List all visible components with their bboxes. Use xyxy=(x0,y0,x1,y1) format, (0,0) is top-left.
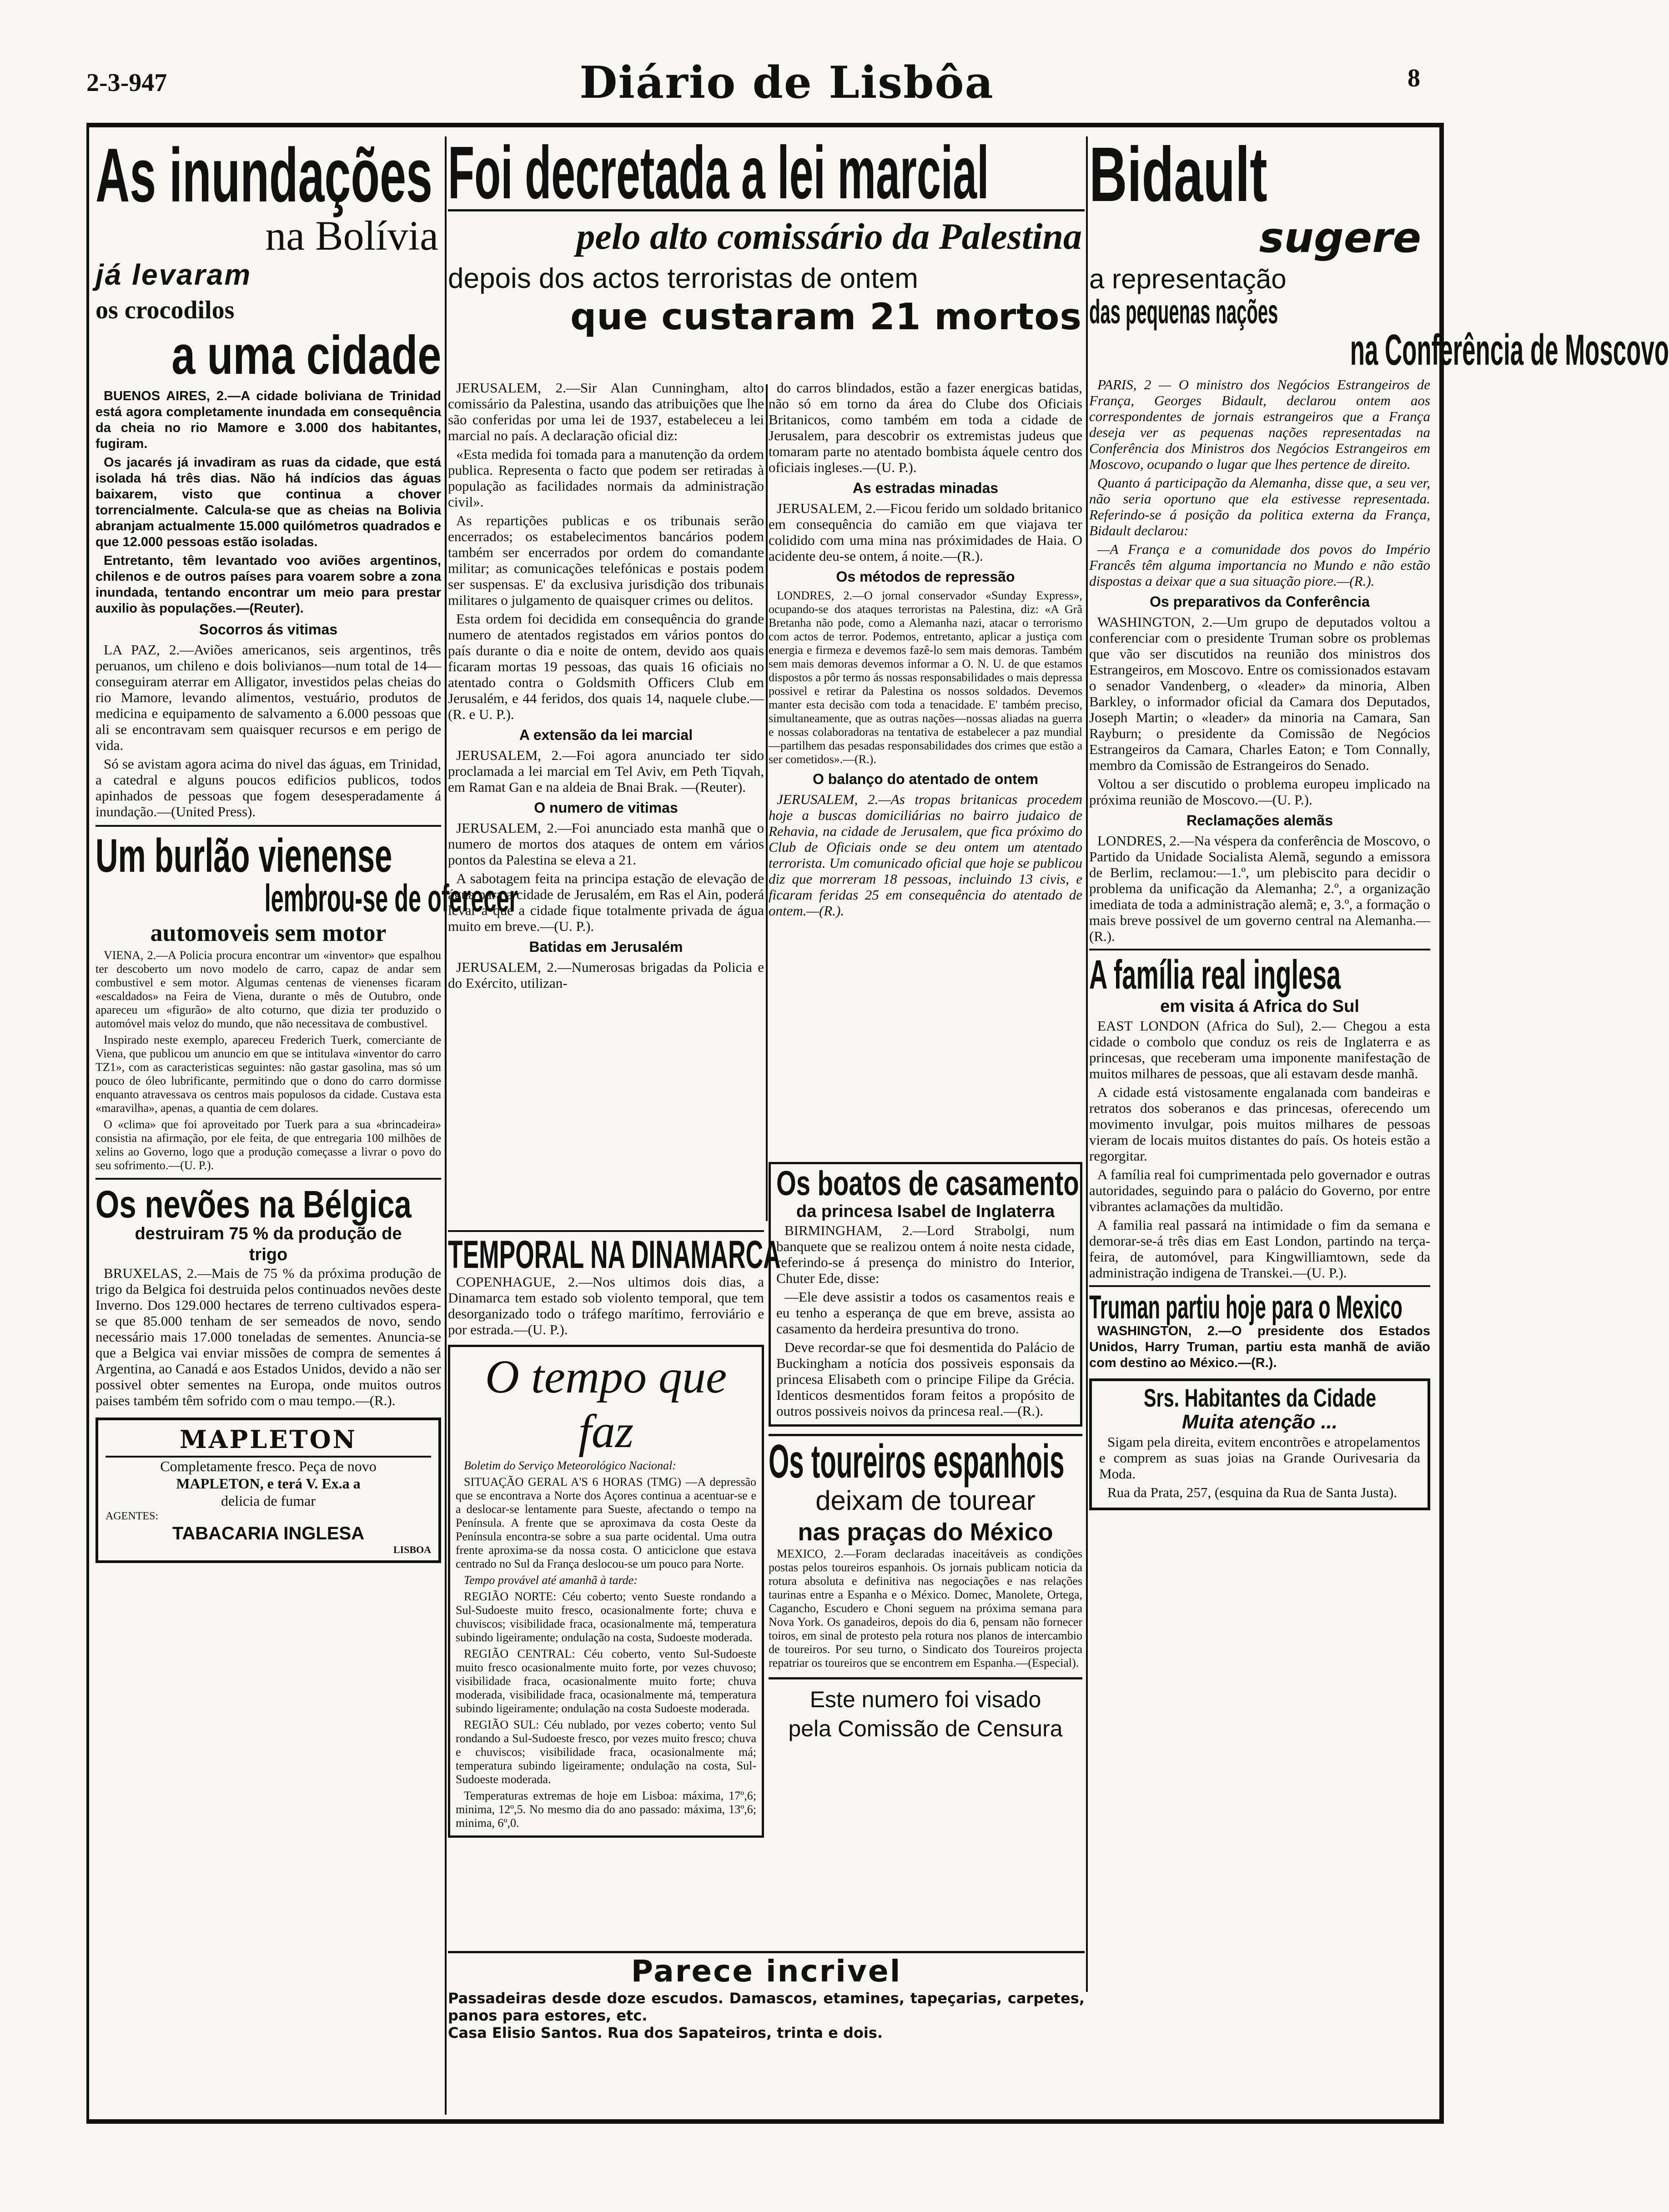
censura-line: Este numero foi visado xyxy=(809,1687,1041,1712)
bolivia-para: BUENOS AIRES, 2.—A cidade boliviana de Trinidad está agora completamente inundada em consequência da cheia no rio Mamore e 3.000 dos habitantes, fugiram. xyxy=(96,389,441,451)
bidault-headline-5: na Conferência de Moscovo xyxy=(1350,326,1669,374)
boatos-para: —Ele deve assistir a todos os casamentos reais e eu tenho a esperança de que em breve, assista ao casamento da herdeira presuntiva do trono. xyxy=(776,1289,1075,1337)
col-2a-lower xyxy=(448,1230,781,1949)
palestina-para: A sabotagem feita na principa estação de elevação de água para a cidade de Jerusalém, em Ras el Ain, poderá levar a que a cidade fique totalmente privada de água muito em breve.—(U. P.). xyxy=(448,870,764,934)
bidault-article xyxy=(1089,131,1669,944)
tempo-para: REGIÃO NORTE: Céu coberto; vento Sueste rondando a Sul-Sudoeste muito fresco, ocasionalmente forte; chuva e chuviscos; visibilidade fraca, ocasionalmente má, temperatura subindo ligeiramente; ondulação na costa, Sudoeste moderada. xyxy=(456,1590,756,1644)
boatos-headline: Os boatos de casamento xyxy=(776,1164,1079,1203)
section-rule xyxy=(1089,949,1430,950)
censura-notice xyxy=(769,1677,1082,1743)
bidault-headline-4: das pequenas nações xyxy=(1089,293,1278,331)
bidault-para: LONDRES, 2.—Na véspera da conferência de Moscovo, o Partido da Unidade Socialista Alemã, segundo a emissora de Berlim, reclamou:—1.º, um plebiscito para decidir o problema da unificação da Alemanha; 2.º, a organização imediata de toda a administração alemã; e, 3.º, a formação o mais breve possivel de um governo central na Alemanha.—(R.). xyxy=(1089,833,1430,944)
toureiros-article xyxy=(769,1434,1082,1670)
burlao-para: O «clima» que foi aproveitado por Tuerk para a sua «brincadeira» consistia na afirmação, por ele feita, de que entregaria 100 milhões de xelins ao Governo, logo que a produção começasse a livrar o povo do seu sofrimento.—(U. P.). xyxy=(96,1118,441,1172)
tempo-box xyxy=(448,1345,764,1838)
mapleton-agents: AGENTES: xyxy=(106,1510,158,1522)
palestina-subheading: As estradas minadas xyxy=(852,480,999,496)
belgica-para: BRUXELAS, 2.—Mais de 75 % da próxima produção de trigo da Belgica foi destruida pelos continuados nevões deste Inverno. Dos 129.000 hectares de terreno cultivados espera-se que 85.000 tenham de ser semeados de novo, sendo necessário mais 17.000 toneladas de sementes. Anuncia-se que a Belgica vai enviar missões de compra de sementes á Argentina, ao Canadá e aos Estados Unidos, devido a não ser possivel obter sementes na Europa, onde muitos outros paises também têm sofrido com o mau tempo.—(R.). xyxy=(96,1265,441,1408)
bolivia-para: Entretanto, têm levantado voo aviões argentinos, chilenos e de outros países para voarem sobre a zona inundada, tentando encontrar um meio para prestar auxilio às populações.—(Reuter). xyxy=(96,553,441,616)
palestina-subheading: O balanço do atentado de ontem xyxy=(812,771,1039,787)
column-right xyxy=(1089,131,1669,2115)
mapleton-line: delicia de fumar xyxy=(221,1493,316,1509)
bidault-subheading: Reclamações alemãs xyxy=(1186,812,1333,829)
mapleton-agent-name: TABACARIA INGLESA xyxy=(172,1523,365,1543)
palestina-header xyxy=(448,131,1085,384)
burlao-headline: Um burlão vienense xyxy=(96,830,392,882)
familia-para: A família real foi cumprimentada pelo governador e outras autoridades, seguindo para o palácio do Governo, por entre vibrantes aclamações da multidão. xyxy=(1089,1166,1430,1214)
habitantes-headline: Srs. Habitantes da Cidade xyxy=(1143,1383,1376,1412)
bolivia-headline-5: a uma cidade xyxy=(171,325,442,386)
bidault-para: Quanto á participação da Alemanha, disse que, a seu ver, não seria oportuno que ela estivesse representada. Referindo-se á posição da politica externa da França, Bidault declarou: xyxy=(1089,475,1430,538)
bolivia-para: LA PAZ, 2.—Aviões americanos, seis argentinos, três peruanos, um chileno e dois bolivianos—num total de 14—conseguiram aterrar em Alligator, investidos pelas cheias do rio Mamore, levando alimentos, vestuário, produtos de medicina e equipamento de salvamento a 6.000 pessoas que ali se encontravam sem quaisquer recursos e em perigo de vida. xyxy=(96,642,441,753)
tempo-para: Tempo provável até amanhã à tarde: xyxy=(464,1574,638,1587)
section-rule xyxy=(1089,1285,1430,1287)
palestina-headline-3: depois dos actos terroristas de ontem xyxy=(448,263,918,294)
bidault-headline: Bidault xyxy=(1089,131,1267,218)
bolivia-para: Só se avistam agora acima do nivel das águas, em Trinidad, a catedral e alguns poucos edificios publicos, todos apinhados de pessoas que fogem desesperadamente á inundação.—(United Press). xyxy=(96,756,441,819)
parece-headline: Parece incrivel xyxy=(631,1954,902,1989)
palestina-col-b xyxy=(769,380,1082,1153)
bidault-para: WASHINGTON, 2.—Um grupo de deputados voltou a conferenciar com o presidente Truman sobre os problemas que vão ser discutidos na reunião dos ministros dos Estrangeiros, em Moscovo. Entre os comissionados estavam o senador Vandenberg, o «leader» da minoria, Alben Barkley, o informador oficial da Camara dos Deputados, Joseph Martin; o «leader» da minoria na Camara, San Rayburn; o presidente da Comissão de Negócios Estrangeiros da Camara, Charles Eaton; e Tom Connally, membro da Comissão de Estrangeiros do Senado. xyxy=(1089,614,1430,773)
column-rule xyxy=(1086,136,1088,1992)
truman-para: WASHINGTON, 2.—O presidente dos Estados Unidos, Harry Truman, partiu esta manhã de avião com destino ao México.—(R.). xyxy=(1089,1324,1430,1370)
burlao-para: VIENA, 2.—A Policia procura encontrar um «inventor» que espalhou ter descoberto um novo modelo de carro, capaz de andar sem combustivel e sem motor. Algumas centenas de vienenses ficaram «escaldados» na Feira de Viena, durante o mês de Outubro, onde apareceu um «figurão» de alto coturno, que dizia ter produzido o automóvel mais veloz do mundo, que não necessitava de combustivel. xyxy=(96,949,441,1030)
burlao-article xyxy=(96,830,518,1172)
palestina-para: Esta ordem foi decidida em consequência do grande numero de atentados registados em vários pontos do país durante o dia e noite de ontem, devido aos quais ficaram mortas 19 pessoas, das quais 16 oficiais no atentado contra o Goldsmith Officers Club em Jerusalém, e 44 feridos, dos quais 14, naquele clube.—(R. e U. P.). xyxy=(448,611,764,722)
bidault-para: PARIS, 2 — O ministro dos Negócios Estrangeiros de França, Georges Bidault, declarou ontem aos correspondentes de jornais estrangeiros que a França deseja ver as pequenas nações representadas na Conferência dos Ministros dos Negócios Estrangeiros em Moscovo, ocupando o lugar que lhes pertence de direito. xyxy=(1089,377,1430,472)
page-number: 8 xyxy=(1408,64,1420,92)
dinamarca-para: COPENHAGUE, 2.—Nos ultimos dois dias, a Dinamarca tem estado sob violento temporal, que tem desorganizado todo o tráfego marítimo, ferroviário e por estrada.—(U. P.). xyxy=(448,1274,764,1337)
familia-para: A familia real passará na intimidade o fim da semana e demorar-se-á três dias em East London, partindo na terça-feira, de automóvel, para Kingwilliamtown, sede da administração indigena de Transkei.—(U. P.). xyxy=(1089,1217,1430,1281)
palestina-para: JERUSALEM, 2.—Foi agora anunciado ter sido proclamada a lei marcial em Tel Aviv, em Peth Tiqvah, em Ramat Gan e na aldeia de Bnai Brak. —(Reuter). xyxy=(448,747,764,795)
masthead xyxy=(0,0,1601,118)
bidault-headline-3: a representação xyxy=(1089,264,1287,294)
familia-subheadline: em visita á Africa do Sul xyxy=(1160,997,1359,1016)
familia-para: EAST LONDON (Africa do Sul), 2.— Chegou a esta cidade o combolo que conduz os reis de Inglaterra e as princesas, que receberam uma imponente manifestação de muitos milhares de pessoas, que ali estavam desde manhã. xyxy=(1089,1018,1430,1081)
boatos-para: BIRMINGHAM, 2.—Lord Strabolgi, num banquete que se realizou ontem á noite nesta cidade, referindo-se á presença do ministro do Interior, Chuter Ede, disse: xyxy=(776,1222,1075,1286)
tempo-headline: O tempo que faz xyxy=(485,1351,727,1458)
section-rule xyxy=(448,1230,764,1232)
bolivia-article xyxy=(96,132,442,819)
toureiros-headline-3: nas praças do México xyxy=(798,1518,1053,1546)
palestina-para: JERUSALEM, 2.—Foi anunciado esta manhã que o numero de mortos dos ataques de ontem em vários pontos da Palestina se eleva a 21. xyxy=(448,820,764,868)
parece-line: Casa Elisio Santos. Rua dos Sapateiros, trinta e dois. xyxy=(448,2024,883,2041)
mapleton-title: MAPLETON xyxy=(106,1425,431,1458)
toureiros-headline-2: deixam de tourear xyxy=(815,1485,1036,1516)
col-2b-lower xyxy=(769,1162,1082,1912)
palestina-para: JERUSALEM, 2.—Ficou ferido um soldado britanico em consequência do camião em que viajava ter colidido com uma mina nas próximidades de Haia. O acidente deu-se ontem, á noite.—(R.). xyxy=(769,500,1082,564)
palestina-subheading: O numero de vitimas xyxy=(534,799,678,816)
tempo-para: REGIÃO SUL: Céu nublado, por vezes coberto; vento Sul rondando a Sul-Sudoeste fresco, por vezes muito fresco; chuva e chuviscos; visibilidade fraca, ocasionalmente má; temperatura subindo ligeiramente; ondulação na costa, Sul-Sudoeste moderada. xyxy=(456,1718,756,1786)
boatos-subheadline: da princesa Isabel de Inglaterra xyxy=(796,1202,1055,1221)
burlao-para: Inspirado neste exemplo, apareceu Frederich Tuerk, comerciante de Viena, que publicou um anuncio em que se intitulava «inventor do carro TZ1», com as caracteristicas seguintes: não gastar gasolina, mas só um pouco de óleo lubrificante, permitindo que o dono do carro dormisse enquanto atravessava os centros mais populosos da cidade. Custava esta «maravilha», apenas, a quantia de cem dolares. xyxy=(96,1033,441,1115)
habitantes-ad xyxy=(1089,1378,1430,1510)
bidault-headline-2: sugere xyxy=(1259,213,1421,262)
palestina-subheading: Os métodos de repressão xyxy=(836,568,1015,585)
tempo-para: Boletim do Serviço Meteorológico Nacional: xyxy=(464,1459,676,1472)
mapleton-line: Completamente fresco. Peça de novo xyxy=(160,1458,377,1474)
bolivia-headline-2: na Bolívia xyxy=(265,212,438,259)
burlao-headline-3: automoveis sem motor xyxy=(150,919,387,946)
section-rule xyxy=(96,1178,441,1180)
mapleton-line: MAPLETON, e terá V. Ex.a a xyxy=(176,1475,361,1492)
palestina-para: As repartições publicas e os tribunais serão encerrados; os estabelecimentos bancários podem também ser encerrados por ordem do comandante militar; as comunicações telefónicas e postais podem ser suspensas. E' da exclusiva jurisdição dos tribunais militares o julgamento de quaisquer crimes ou delitos. xyxy=(448,513,764,608)
palestina-para: JERUSALEM, 2.—Sir Alan Cunningham, alto comissário da Palestina, usando das atribuições que lhe são conferidas por uma lei de 1937, estabeleceu a lei marcial no país. A declaração oficial diz: xyxy=(448,380,764,443)
parece-line: Passadeiras desde doze escudos. Damascos, etamines, tapeçarias, carpetes, panos para estores, etc. xyxy=(448,1990,1085,2024)
bolivia-para: Os jacarés já invadiram as ruas da cidade, que está isolada há três dias. Não há indícios das águas baixarem, visto que continua a chover torrencialmente. Calcula-se que as cheias na Bolivia abranjam actualmente 15.000 quilómetros quadrados e que 12.000 pessoas estão isoladas. xyxy=(96,455,441,549)
toureiros-para: MEXICO, 2.—Foram declaradas inaceitáveis as condições postas pelos toureiros espanhois. Os jornais publicam noticia da rotura absoluta e definitiva nas negociações e nas relações taurinas entre a Espanha e o México. Domec, Manolete, Ortega, Cagancho, Escudero e Choni seguem na próxima semana para Nova York. Os ganadeiros, depois do dia 6, pensam não fornecer toiros, em sinal de protesto pela rotura nos planos de intercambio de toureiros. Por seu turno, o Sindicato dos Toureiros projecta repatriar os toureiros que se encontrem em Espanha.—(Especial). xyxy=(769,1547,1082,1669)
palestina-para: do carros blindados, estão a fazer energicas batidas, não só em torno da área do Clube dos Oficiais Britanicos, como também em toda a cidade de Jerusalem, para descobrir os extremistas judeus que tomaram parte no atentado bombista áquele centro dos oficiais ingleses.—(U. P.). xyxy=(769,380,1082,475)
parece-ad xyxy=(448,1951,1085,2042)
palestina-para: JERUSALEM, 2.—Numerosas brigadas da Policia e do Exército, utilizan- xyxy=(448,959,764,991)
censura-line: pela Comissão de Censura xyxy=(788,1716,1063,1741)
bolivia-headline: As inundações xyxy=(96,132,432,218)
familia-headline: A família real inglesa xyxy=(1089,952,1341,998)
palestina-col-a xyxy=(448,380,764,1221)
bidault-para: —A França e a comunidade dos povos do Império Francês têm alguma importancia no Mundo e não estão dispostas a deixar que a sua situação piore.—(R.). xyxy=(1089,541,1430,589)
habitantes-subheadline: Muita atenção ... xyxy=(1181,1411,1338,1433)
tempo-para: SITUAÇÃO GERAL A'S 6 HORAS (TMG) —A depressão que se encontrava a Norte dos Açores continua a acentuar-se e a deslocar-se lentamente para Sueste, afectando o tempo na Península. A frente que se aproximava da costa Oeste da Península encontra-se sobre a sua parte ocidental. Uma outra frente aproxima-se da nossa costa. O anticiclone que estava centrado no Sul da França deslocou-se um pouco para Norte. xyxy=(456,1475,756,1570)
column-left xyxy=(96,132,518,2115)
boatos-para: Deve recordar-se que foi desmentida do Palácio de Buckingham a notícia dos possiveis esponsais da princesa Elisabeth com o principe Filipe da Grécia. Identicos desmentidos foram feitos a propósito de outros possiveis noivos da princesa real.—(R.). xyxy=(776,1339,1075,1419)
bidault-subheading: Os preparativos da Conferência xyxy=(1150,593,1370,610)
palestina-para: LONDRES, 2.—O jornal conservador «Sunday Express», ocupando-se dos ataques terroristas na Palestina, diz: «A Grã Bretanha não pode, como a Alemanha nazi, atacar o terrorismo com actos de terror. Podemos, entretanto, aplicar a justiça com energia e firmeza e devemos fazê-lo sem mais demoras. Também sem mais demoras devemos informar a O. N. U. de que estamos dispostos a pôr termo ás nossas responsabilidades o mais depressa possivel e retirar da Palestina os nossos soldados. Devemos manter esta decisão com toda a tenacidade. E' também preciso, simultaneamente, que as outras nações—nossas aliadas na guerra e nossas colaboradoras na tentativa de estabelecer a paz mundial—partilhem das pesadas responsabilidades dos crimes que estão a ser cometidos».—(R.). xyxy=(769,589,1082,766)
habitantes-para: Sigam pela direita, evitem encontrões e atropelamentos e comprem as suas joias na Grande Ourivesaria da Moda. xyxy=(1099,1434,1420,1482)
column-rule xyxy=(445,136,447,2115)
palestina-para: «Esta medida foi tomada para a manutenção da ordem publica. Representa o facto que podem ser retiradas à população as facilidades normais da administração civil». xyxy=(448,446,764,510)
palestina-headline-2: pelo alto comissário da Palestina xyxy=(576,216,1082,257)
bidault-para: Voltou a ser discutido o problema europeu implicado na próxima reunião de Moscovo.—(U. P.). xyxy=(1089,776,1430,808)
tempo-para: Temperaturas extremas de hoje em Lisboa: máxima, 17º,6; minima, 12º,5. No mesmo dia do ano passado: máxima, 13º,6; minima, 6º,0. xyxy=(456,1789,756,1830)
belgica-subheadline: destruiram 75 % da produção de trigo xyxy=(135,1224,402,1264)
belgica-article xyxy=(96,1185,441,1408)
belgica-headline: Os nevões na Bélgica xyxy=(96,1183,412,1226)
tempo-para: REGIÃO CENTRAL: Céu coberto, vento Sul-Sudoeste muito fresco ocasionalmente muito forte, por vezes chuvoso; visibilidade fraca, ocasionalmente muito forte; chuva moderada, visibilidade fraca, ocasionalmente má, temperatura subindo ligeiramente; ondulação na costa Sudoeste moderada. xyxy=(456,1647,756,1715)
palestina-subheading: Batidas em Jerusalém xyxy=(529,939,683,955)
burlao-headline-2: lembrou-se de oferecer xyxy=(264,877,518,920)
mapleton-city: LISBOA xyxy=(393,1544,431,1555)
mapleton-ad xyxy=(96,1418,441,1563)
palestina-subheading: A extensão da lei marcial xyxy=(519,727,693,743)
bolivia-headline-3: já levaram xyxy=(96,258,252,291)
truman-article xyxy=(1089,1289,1430,1371)
familia-article xyxy=(1089,952,1430,1281)
bolivia-headline-4: os crocodilos xyxy=(96,296,235,324)
issue-date: 2-3-947 xyxy=(86,69,167,97)
boatos-box xyxy=(769,1162,1082,1427)
bolivia-subheading: Socorros ás vitimas xyxy=(199,621,338,638)
familia-para: A cidade está vistosamente engalanada com bandeiras e retratos dos soberanos e das princesas, oferecendo um movimento invulgar, pois muitos milhares de pessoas vieram de locais muitos distantes do país. Os hoteis estão a regorgitar. xyxy=(1089,1084,1430,1164)
dinamarca-headline: TEMPORAL NA DINAMARCA xyxy=(448,1233,781,1277)
palestina-headline-4: que custaram 21 mortos xyxy=(570,296,1082,338)
column-rule xyxy=(766,384,768,1221)
habitantes-para: Rua da Prata, 257, (esquina da Rua de Santa Justa). xyxy=(1107,1484,1398,1500)
section-rule xyxy=(96,825,441,827)
palestina-para: JERUSALEM, 2.—As tropas britanicas procedem hoje a buscas domiciliárias no bairro judaico de Rehavia, na cidade de Jerusalem, que fica próximo do Club de Oficiais onde se deu ontem um atentado terrorista. Um comunicado oficial que hoje se publicou diz que morreram 18 pessoas, incluindo 13 civis, e ficaram feridas 25 em consequência do atentado de ontem.—(R.). xyxy=(769,791,1082,919)
truman-headline: Truman partiu hoje para o Mexico xyxy=(1089,1289,1403,1326)
toureiros-headline: Os toureiros espanhois xyxy=(769,1435,1065,1488)
newspaper-title: Diário de Lisbôa xyxy=(579,57,994,108)
palestina-headline: Foi decretada a lei marcial xyxy=(448,131,989,214)
